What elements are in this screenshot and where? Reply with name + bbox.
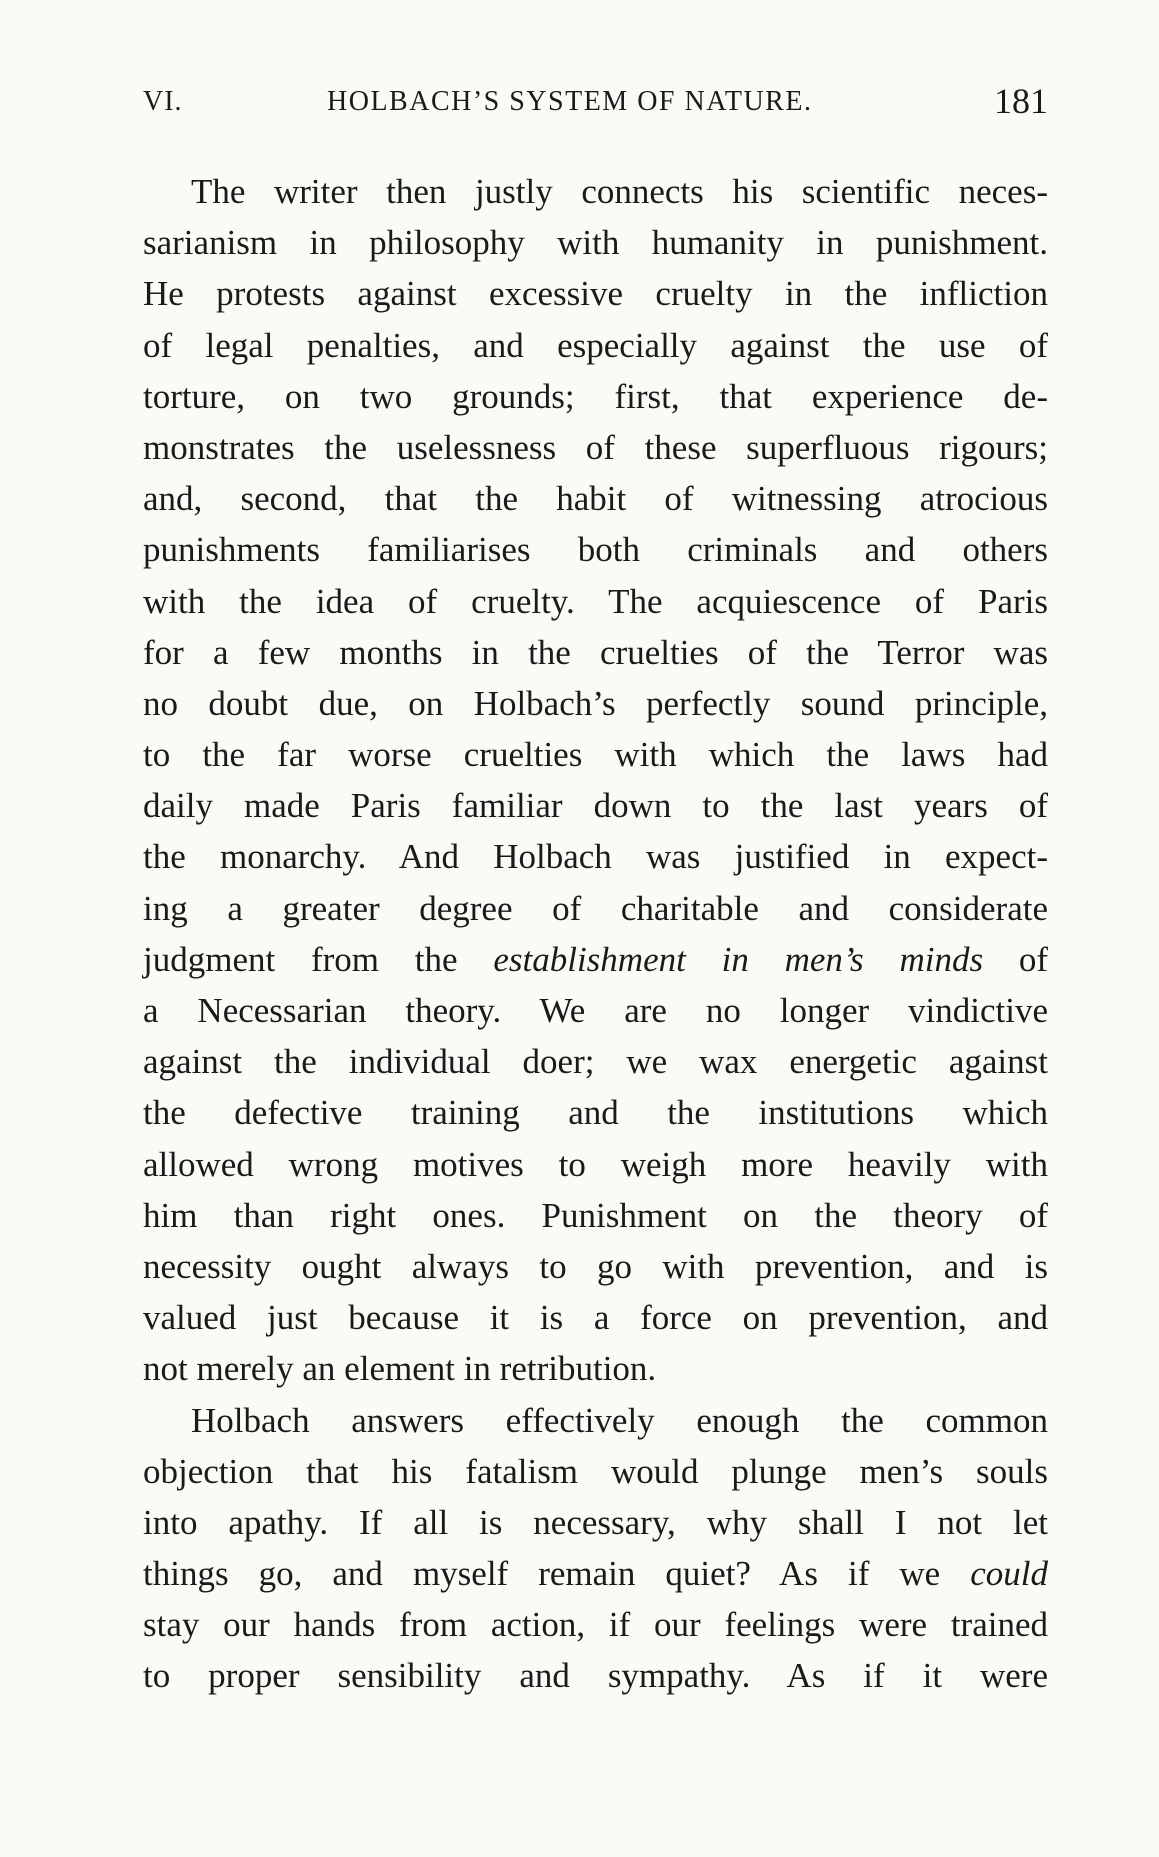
text-line: him than right ones. Punishment on the theory of [143,1195,1048,1235]
text-line: a Necessarian theory. We are no longer vindictive [143,991,1048,1030]
text-line-mixed [143,1548,1048,1599]
chapter-number: VI. [143,86,183,117]
line-end: of [1018,939,1049,979]
running-title: HOLBACH’S SYSTEM OF NATURE. [327,86,813,117]
text-line: into apathy. If all is necessary, why shall I not let [143,1502,1048,1542]
book-page [143,78,1048,1702]
text-line: to proper sensibility and sympathy. As if it were [143,1656,1048,1696]
text-line: and, second, that the habit of witnessing atrocious [143,479,1048,519]
italic-word: could [970,1554,1048,1594]
text-line: of legal penalties, and especially against the use of [143,325,1048,365]
text-line: against the individual doer; we wax energetic against [143,1042,1048,1082]
text-line: objection that his fatalism would plunge men’s souls [143,1451,1048,1491]
text-line: stay our hands from action, if our feelings were trained [143,1605,1048,1645]
text-line: valued just because it is a force on prevention, and [143,1298,1048,1338]
text-line: monstrates the uselessness of these superfluous rigours; [143,427,1048,467]
line-start: judgment from the [143,939,458,979]
text-line: daily made Paris familiar down to the last years of [143,786,1048,826]
text-line: allowed wrong motives to weigh more heavily with [143,1144,1048,1184]
text-line: He protests against excessive cruelty in the infliction [143,274,1048,314]
text-line: for a few months in the cruelties of the Terror was [143,632,1048,672]
text-line: not merely an element in retribution. [143,1349,657,1389]
text-line: necessity ought always to go with prevention, and is [143,1246,1048,1286]
text-line: with the idea of cruelty. The acquiescence of Paris [143,581,1048,621]
running-head [143,78,1048,134]
text-line: sarianism in philosophy with humanity in punishment. [143,223,1048,263]
text-line: The writer then justly connects his scientific neces- [191,172,1048,211]
text-line: Holbach answers effectively enough the common [191,1400,1048,1440]
body-text [143,166,1048,1702]
text-line: ing a greater degree of charitable and considerate [143,888,1048,928]
text-line: punishments familiarises both criminals and others [143,530,1048,570]
text-line: torture, on two grounds; first, that experience de- [143,376,1048,416]
text-line: to the far worse cruelties with which the laws had [143,735,1048,775]
line-start: things go, and myself remain quiet? As if we [143,1554,941,1594]
text-line: no doubt due, on Holbach’s perfectly sound principle, [143,683,1048,723]
text-line-mixed [143,934,1048,985]
italic-phrase: establishment in men’s minds [493,939,984,979]
page-number: 181 [994,81,1048,121]
text-line: the monarchy. And Holbach was justified in expect- [143,837,1048,877]
text-line: the defective training and the institutions which [143,1093,1048,1133]
